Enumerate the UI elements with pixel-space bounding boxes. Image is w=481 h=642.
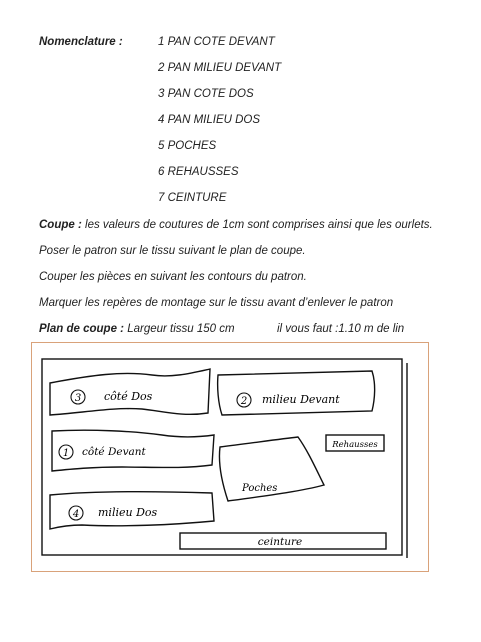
piece-label: ceinture [257, 536, 303, 548]
piece-label: côté Devant [82, 446, 146, 458]
piece-number: 4 [72, 509, 80, 520]
piece-number: 3 [74, 393, 82, 404]
cutting-plan-frame [31, 342, 429, 572]
piece-number: 1 [62, 448, 70, 459]
instruction-line: Poser le patron sur le tissu suivant le plan de coupe. [39, 245, 306, 257]
piece-label: milieu Devant [262, 393, 340, 406]
cutting-plan-diagram [32, 343, 430, 573]
nomenclature-item: 7 CEINTURE [158, 192, 227, 204]
nomenclature-item: 2 PAN MILIEU DEVANT [158, 62, 282, 74]
coupe-paragraph [39, 219, 433, 231]
piece-label: côté Dos [104, 390, 153, 403]
plan-label: Plan de coupe : [39, 323, 124, 335]
piece-label: milieu Dos [98, 506, 158, 519]
piece-label: Rehausses [332, 440, 378, 450]
plan-metrage: il vous faut :1.10 m de lin [277, 323, 405, 335]
piece-number: 2 [240, 396, 248, 407]
nomenclature-item: 6 REHAUSSES [158, 166, 239, 178]
instruction-line: Marquer les repères de montage sur le tissu avant d’enlever le patron [39, 297, 394, 309]
nomenclature-label: Nomenclature : [39, 36, 123, 48]
plan-line [39, 323, 235, 335]
plan-largeur: Largeur tissu 150 cm [124, 323, 235, 335]
nomenclature-item: 5 POCHES [158, 140, 217, 152]
nomenclature-item: 4 PAN MILIEU DOS [158, 114, 261, 126]
piece-label: Poches [242, 483, 278, 494]
coupe-label: Coupe : [39, 219, 82, 231]
nomenclature-item: 1 PAN COTE DEVANT [158, 36, 275, 48]
instruction-line: Couper les pièces en suivant les contours du patron. [39, 271, 307, 283]
nomenclature-item: 3 PAN COTE DOS [158, 88, 254, 100]
coupe-text: les valeurs de coutures de 1cm sont comprises ainsi que les ourlets. [81, 219, 433, 231]
